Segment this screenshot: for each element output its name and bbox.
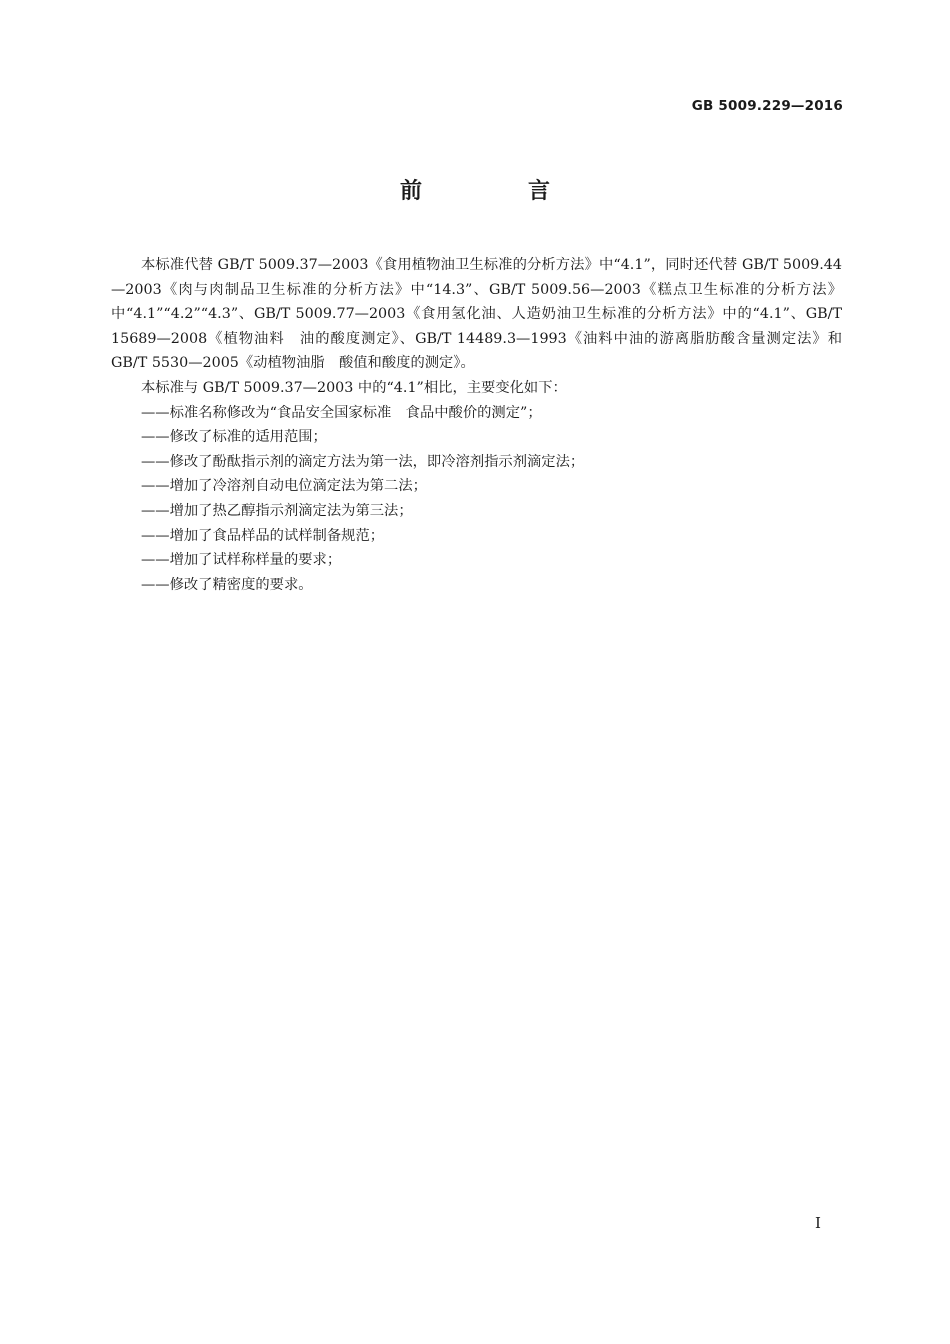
page-number: I: [815, 1214, 821, 1232]
list-item: ——增加了食品样品的试样制备规范；: [141, 527, 385, 544]
list-item: ——修改了标准的适用范围；: [141, 429, 327, 446]
replacement-paragraph: 本标准代替 GB/T 5009.37—2003《食用植物油卫生标准的分析方法》中“4.1”，同时还代替 GB/T 5009.44—2003《肉与肉制品卫生标准的分析方法》中“14.3”、GB/T 5009.56—2003《糕点卫生标准的分析方法》中“4.1”“4.2”“4.3”、GB/T 5009.77—2003《食用氢化油、人造奶油卫生标准的分析方法》中的“4.1”、GB/T 15689—2008《植物油料 油的酸度测定》、GB/T 14489.3—1993《油料中油的游离脂肪酸含量测定法》和 GB/T 5530—2005《动植物油脂 酸值和酸度的测定》。: [111, 257, 842, 372]
list-item: ——增加了热乙醇指示剂滴定法为第三法；: [141, 502, 413, 519]
preface-body: [111, 253, 842, 597]
changes-list: [111, 401, 842, 598]
list-item: ——修改了精密度的要求。: [141, 576, 313, 593]
list-item: ——增加了试样称样量的要求；: [141, 552, 342, 569]
list-item: ——修改了酚酞指示剂的滴定方法为第一法，即冷溶剂指示剂滴定法；: [141, 453, 585, 470]
page-title: 前 言: [399, 179, 592, 204]
changes-intro-paragraph: 本标准与 GB/T 5009.37—2003 中的“4.1”相比，主要变化如下：: [141, 379, 567, 396]
standard-code: GB 5009.229—2016: [691, 98, 843, 114]
list-item: ——增加了冷溶剂自动电位滴定法为第二法；: [141, 478, 427, 495]
list-item: ——标准名称修改为“食品安全国家标准 食品中酸价的测定”；: [141, 404, 542, 421]
